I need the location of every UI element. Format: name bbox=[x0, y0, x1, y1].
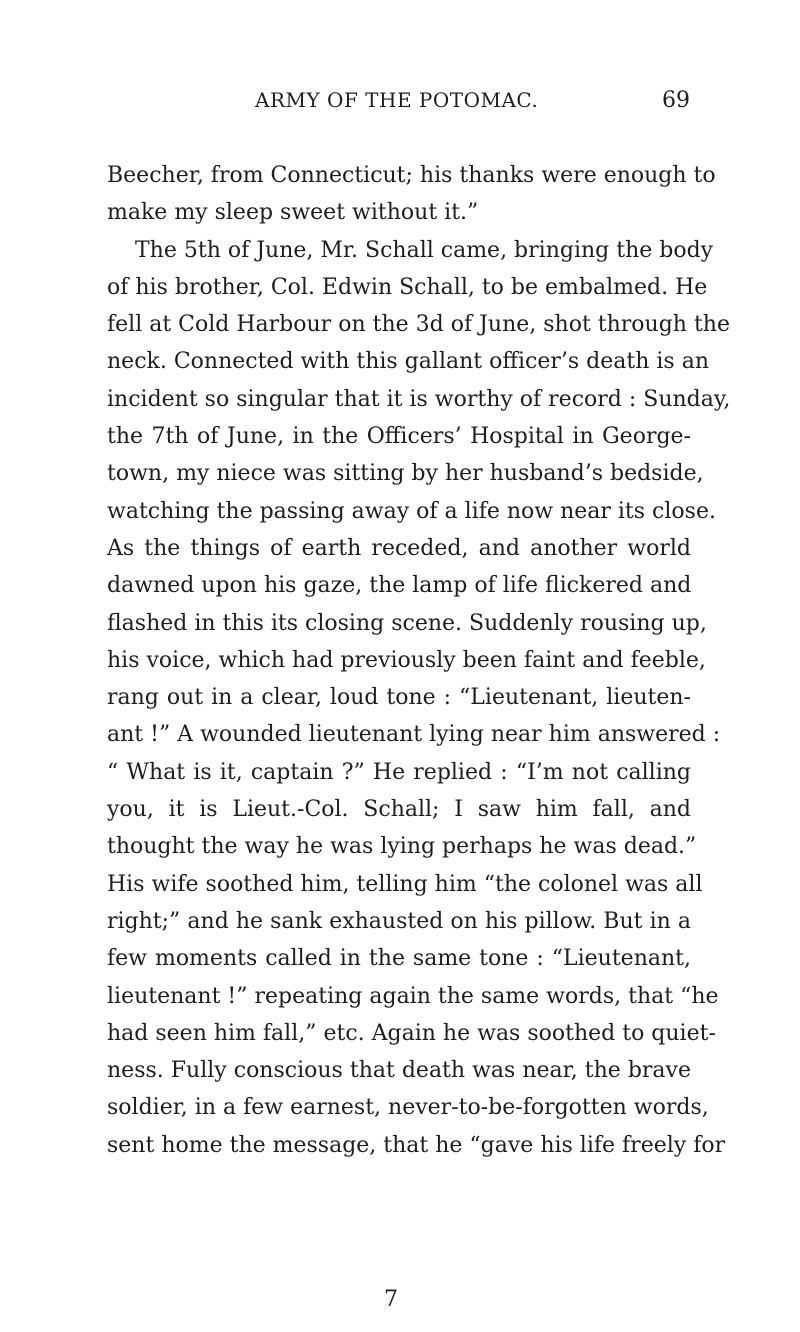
running-title: ARMY OF THE POTOMAC. bbox=[255, 88, 539, 112]
signature-mark: 7 bbox=[384, 1287, 398, 1312]
text-line: lieutenant !” repeating again the same words, that “he bbox=[107, 983, 719, 1009]
text-line: The 5th of June, Mr. Schall came, bringing the body bbox=[135, 237, 714, 263]
text-line: make my sleep sweet without it.” bbox=[107, 200, 479, 226]
text-line: the 7th of June, in the Officers’ Hospital in George- bbox=[107, 424, 691, 450]
text-line: of his brother, Col. Edwin Schall, to be embalmed. He bbox=[107, 274, 708, 300]
text-line: As the things of earth receded, and another world bbox=[107, 535, 691, 561]
running-head bbox=[0, 88, 800, 118]
text-line: rang out in a clear, loud tone : “Lieutenant, lieuten- bbox=[107, 685, 691, 711]
text-line: Beecher, from Connecticut; his thanks were enough to bbox=[107, 163, 716, 188]
text-line: thought the way he was lying perhaps he was dead.” bbox=[107, 834, 697, 860]
text-line: fell at Cold Harbour on the 3d of June, shot through the bbox=[107, 312, 730, 338]
text-line: sent home the message, that he “gave his life freely for bbox=[107, 1132, 726, 1158]
text-line: “ What is it, captain ?” He replied : “I’m not calling bbox=[107, 759, 691, 785]
text-line: incident so singular that it is worthy of record : Sunday, bbox=[107, 386, 731, 412]
text-line: neck. Connected with this gallant officer’s death is an bbox=[107, 349, 709, 375]
text-line: you, it is Lieut.-Col. Schall; I saw him fall, and bbox=[107, 797, 691, 823]
text-line: had seen him fall,” etc. Again he was soothed to quiet- bbox=[107, 1020, 716, 1046]
text-line: ness. Fully conscious that death was near, the brave bbox=[107, 1058, 691, 1084]
text-line: ant !” A wounded lieutenant lying near him answered : bbox=[107, 722, 721, 748]
text-line: town, my niece was sitting by her husband’s bedside, bbox=[107, 461, 704, 487]
page-number: 69 bbox=[662, 88, 690, 113]
text-line: dawned upon his gaze, the lamp of life flickered and bbox=[107, 573, 692, 599]
body-text bbox=[107, 157, 731, 1164]
text-line: few moments called in the same tone : “Lieutenant, bbox=[107, 946, 691, 972]
text-line: his voice, which had previously been faint and feeble, bbox=[107, 647, 706, 673]
text-line: soldier, in a few earnest, never-to-be-forgotten words, bbox=[107, 1095, 709, 1121]
text-line: flashed in this its closing scene. Suddenly rousing up, bbox=[107, 610, 707, 636]
text-line: His wife soothed him, telling him “the colonel was all bbox=[107, 871, 703, 897]
text-line: right;” and he sank exhausted on his pillow. But in a bbox=[107, 908, 691, 934]
text-line: watching the passing away of a life now near its close. bbox=[107, 498, 716, 524]
